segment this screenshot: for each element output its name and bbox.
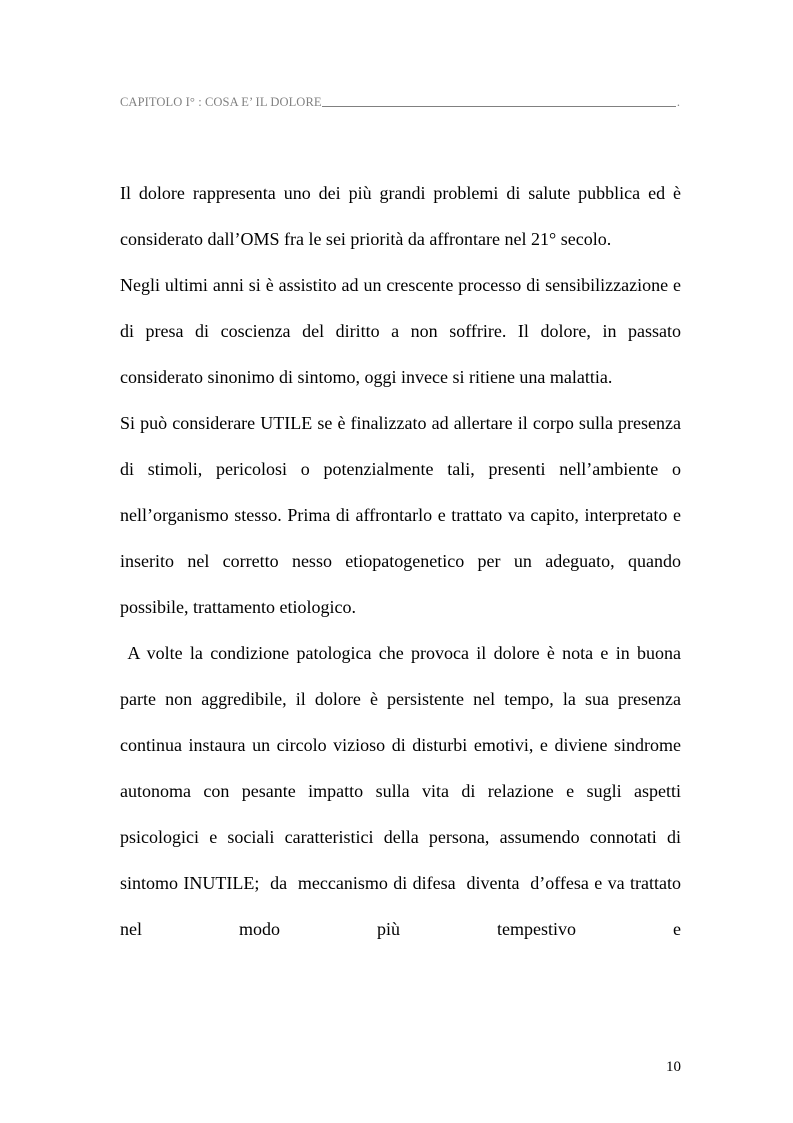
running-header-title: CAPITOLO I° : COSA E’ IL DOLORE <box>120 95 322 109</box>
running-header-rule <box>322 106 676 107</box>
page-number: 10 <box>666 1059 681 1075</box>
paragraph: A volte la condizione patologica che provoca il dolore è nota e in buona parte non aggredibile, il dolore è persistente nel tempo, la sua presenza continua instaura un circolo vizioso di disturbi emotivi, e diviene sindrome autonoma con pesante impatto sulla vita di relazione e sugli aspetti psicologici e sociali caratteristici della persona, assumendo connotati di sintomo INUTILE; da meccanismo di difesa diventa d’offesa e va trattato nel modo più tempestivo e <box>120 643 686 939</box>
paragraph: Negli ultimi anni si è assistito ad un crescente processo di sensibilizzazione e di presa di coscienza del diritto a non soffrire. Il dolore, in passato considerato sinonimo di sintomo, oggi invece si ritiene una malattia. <box>120 275 681 387</box>
running-header-end-mark: . <box>676 95 680 109</box>
paragraph: Il dolore rappresenta uno dei più grandi problemi di salute pubblica ed è considerato dall’OMS fra le sei priorità da affrontare nel 21° secolo. <box>120 183 681 249</box>
body-text <box>120 170 686 952</box>
running-header <box>120 94 680 110</box>
paragraph: Si può considerare UTILE se è finalizzato ad allertare il corpo sulla presenza di stimoli, pericolosi o potenzialmente tali, presenti nell’ambiente o nell’organismo stesso. Prima di affrontarlo e trattato va capito, interpretato e inserito nel corretto nesso etiopatogenetico per un adeguato, quando possibile, trattamento etiologico. <box>120 413 681 617</box>
